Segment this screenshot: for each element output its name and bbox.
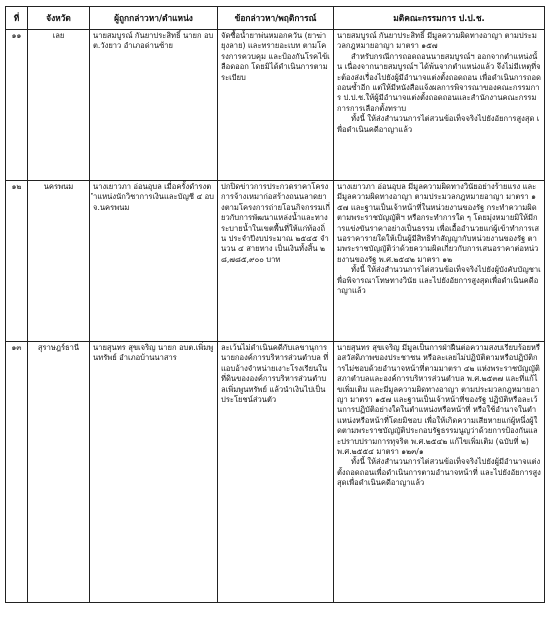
- row-allegation: จัดซื้อน้ำยาพ่นหมอกควัน (ยาฆ่ายุงลาย) และทรายอะเบท ตามโครงการควบคุม และป้องกันโรคไข้เลือดออก โดยมิได้ดำเนินการตามระเบียบ: [218, 30, 334, 181]
- row-resolution: [334, 181, 545, 342]
- header-no: ที่: [6, 7, 28, 30]
- row-number: ๑๓: [6, 342, 28, 603]
- row-accused: นายสมบูรณ์ กันยาประสิทธิ์ นายก อบต.วังยาว อำเภอด่านซ้าย: [90, 30, 218, 181]
- row-resolution: [334, 342, 545, 603]
- row-province: เลย: [28, 30, 90, 181]
- row-province: สุราษฎร์ธานี: [28, 342, 90, 603]
- table-row: [6, 30, 545, 181]
- resolution-paragraph: นายสมบูรณ์ กันยาประสิทธิ์ มีมูลความผิดทางอาญา ตามประมวลกฎหมายอาญา มาตรา ๑๕๗: [337, 31, 537, 51]
- header-accused: ผู้ถูกกล่าวหา/ตำแหน่ง: [90, 7, 218, 30]
- row-allegation: ปกปิดข่าวการประกวดราคาโครงการจ้างเหมาก่อสร้างถนนลาดยางตามโครงการถ่ายโอนกิจกรรมเกี่ยวกับการพัฒนาแหล่งน้ำและทางระบายน้ำในเขตพื้นที่ให้แก่ท้องถิ่น ประจำปีงบประมาณ ๒๕๔๕ จำนวน ๔ สายทาง เป็นเงินทั้งสิ้น ๒๘,๗๘๕,๙๐๐ บาท: [218, 181, 334, 342]
- table-row: [6, 342, 545, 603]
- table-header-row: [6, 7, 545, 30]
- row-number: ๑๑: [6, 30, 28, 181]
- header-resolution: มติคณะกรรมการ ป.ป.ช.: [334, 7, 545, 30]
- header-province: จังหวัด: [28, 7, 90, 30]
- row-resolution: [334, 30, 545, 181]
- case-table: [5, 6, 545, 603]
- row-accused: นายสุนทร สุขเจริญ นายก อบต.เพิ่มพูนทรัพย์ อำเภอบ้านนาสาร: [90, 342, 218, 603]
- resolution-paragraph: สำหรับกรณีการถอดถอนนายสมบูรณ์ฯ ออกจากตำแหน่งนั้น เนื่องจากนายสมบูรณ์ฯ ได้พ้นจากตำแหน่งแล้ว จึงไม่มีเหตุที่จะต้องส่งเรื่องไปยังผู้มีอำนาจแต่งตั้งถอดถอน เพื่อดำเนินการถอดถอนซ้ำอีก แต่ให้มีหนังสือแจ้งผลการพิจารณาของคณะกรรมการ ป.ป.ช.ให้ผู้มีอำนาจแต่งตั้งถอดถอนและสำนักงานคณะกรรมการการเลือกตั้งทราบ: [337, 51, 541, 113]
- row-allegation: ละเว้นไม่ดำเนินคดีกับเลขานุการนายกองค์การบริหารส่วนตำบล ที่แอบอ้างจำหน่ายเงาะโรงเรียนในที่ดินขององค์การบริหารส่วนตำบลเพิ่มพูนทรัพย์ แล้วนำเงินไปเป็นประโยชน์ส่วนตัว: [218, 342, 334, 603]
- resolution-paragraph: ทั้งนี้ ให้ส่งสำนวนการไต่สวนข้อเท็จจริงไปยังผู้มีอำนาจแต่งตั้งถอดถอนเพื่อดำเนินการตามอำนาจหน้าที่ และไปยังอัยการสูงสุดเพื่อดำเนินคดีอาญาแล้ว: [337, 457, 541, 488]
- row-number: ๑๒: [6, 181, 28, 342]
- table-row: [6, 181, 545, 342]
- resolution-paragraph: นางเยาวภา อ่อนอุบล มีมูลความผิดทางวินัยอย่างร้ายแรง และมีมูลความผิดทางอาญา ตามประมวลกฎหมายอาญา มาตรา ๑๕๗ และฐานเป็นเจ้าหน้าที่ในหน่วยงานของรัฐ กระทำความผิดตามพระราชบัญญัติฯ หรือกระทำการใด ๆ โดยมุ่งหมายมิให้มีการแข่งขันราคาอย่างเป็นธรรม เพื่อเอื้ออำนวยแก่ผู้เข้าทำการเสนอราคารายใดให้เป็นผู้มีสิทธิทำสัญญากับหน่วยงานของรัฐ ตามพระราชบัญญัติว่าด้วยความผิดเกี่ยวกับการเสนอราคาต่อหน่วยงานของรัฐ พ.ศ.๒๕๔๒ มาตรา ๑๒: [337, 182, 540, 264]
- resolution-paragraph: นายสุนทร สุขเจริญ มีมูลเป็นการฝ่าฝืนต่อความสงบเรียบร้อยหรือสวัสดิภาพของประชาชน หรือละเลยไม่ปฏิบัติตามหรือปฏิบัติการไม่ชอบด้วยอำนาจหน้าที่ตามมาตรา ๔๒ แห่งพระราชบัญญัติสภาตำบลและองค์การบริหารส่วนตำบล พ.ศ.๒๕๓๗ และที่แก้ไขเพิ่มเติม และมีมูลความผิดทางอาญา ตามประมวลกฎหมายอาญา มาตรา ๑๕๗ และฐานเป็นเจ้าหน้าที่ของรัฐ ปฏิบัติหรือละเว้นการปฏิบัติอย่างใดในตำแหน่งหรือหน้าที่ หรือใช้อำนาจในตำแหน่งหรือหน้าที่โดยมิชอบ เพื่อให้เกิดความเสียหายแก่ผู้หนึ่งผู้ใดตามพระราชบัญญัติประกอบรัฐธรรมนูญว่าด้วยการป้องกันและปราบปรามการทุจริต พ.ศ.๒๕๔๒ แก้ไขเพิ่มเติม (ฉบับที่ ๒) พ.ศ.๒๕๕๔ มาตรา ๑๒๓/๑: [337, 343, 541, 457]
- row-province: นครพนม: [28, 181, 90, 342]
- row-accused: นางเยาวภา อ่อนอุบล เมื่อครั้งดำรงตำแหน่งนักวิชาการเงินและบัญชี ๔ อบจ.นครพนม: [90, 181, 218, 342]
- header-allegation: ข้อกล่าวหา/พฤติการณ์: [218, 7, 334, 30]
- resolution-paragraph: ทั้งนี้ ให้ส่งสำนวนการไต่สวนข้อเท็จจริงไปยังผู้บังคับบัญชาเพื่อพิจารณาโทษทางวินัย และไปยังอัยการสูงสุดเพื่อดำเนินคดีอาญาแล้ว: [337, 265, 541, 296]
- resolution-paragraph: ทั้งนี้ ให้ส่งสำนวนการไต่สวนข้อเท็จจริงไปยังอัยการสูงสุด เพื่อดำเนินคดีอาญาแล้ว: [337, 114, 540, 134]
